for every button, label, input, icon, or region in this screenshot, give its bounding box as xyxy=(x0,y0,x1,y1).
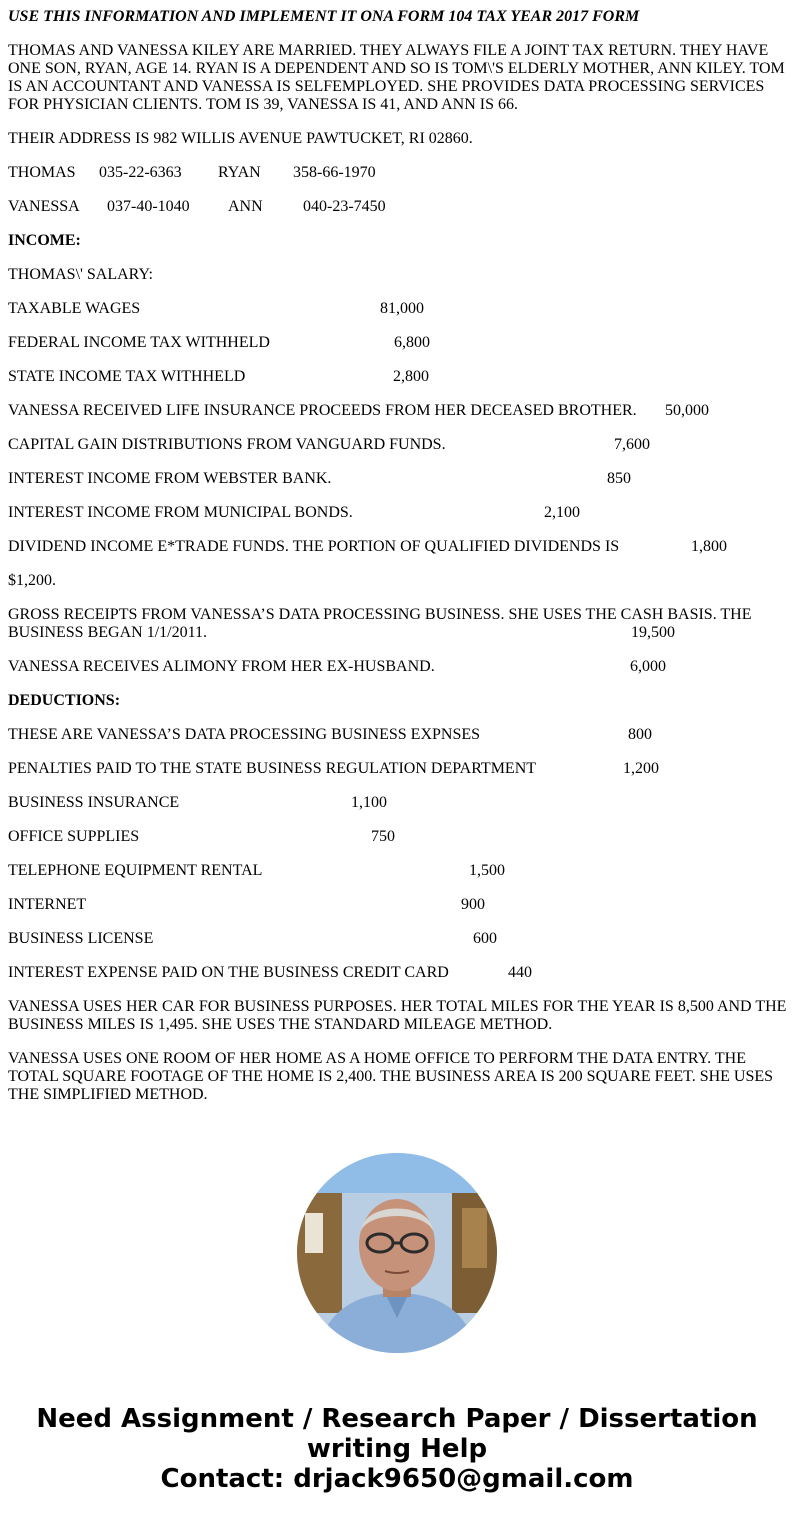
qualified-dividends: $1,200. xyxy=(8,572,56,589)
alimony-label: VANESSA RECEIVES ALIMONY FROM HER EX-HUSBAND. xyxy=(8,658,435,675)
deduction-label: BUSINESS LICENSE xyxy=(8,930,154,947)
salary-value: 81,000 xyxy=(380,300,424,317)
deduction-label: INTERNET xyxy=(8,896,87,913)
income-label: DIVIDEND INCOME E*TRADE FUNDS. THE PORTION OF QUALIFIED DIVIDENDS IS xyxy=(8,538,620,555)
deduction-row xyxy=(8,726,788,744)
income-row xyxy=(8,402,788,420)
avatar-portrait xyxy=(297,1153,497,1353)
deduction-row xyxy=(8,760,788,778)
salary-row xyxy=(8,334,788,352)
income-label: CAPITAL GAIN DISTRIBUTIONS FROM VANGUARD FUNDS. xyxy=(8,436,446,453)
income-label: VANESSA RECEIVED LIFE INSURANCE PROCEEDS FROM HER DECEASED BROTHER. xyxy=(8,402,637,419)
salary-row xyxy=(8,300,788,318)
footer-line-1: Need Assignment / Research Paper / Dissertation xyxy=(36,1404,758,1434)
deduction-label: OFFICE SUPPLIES xyxy=(8,828,140,845)
home-office-paragraph: VANESSA USES ONE ROOM OF HER HOME AS A HOME OFFICE TO PERFORM THE DATA ENTRY. THE TOTAL SQUARE FOOTAGE OF THE HOME IS 2,400. THE BUSINESS AREA IS 200 SQUARE FEET. SHE USES THE SIMPLIFIED METHOD. xyxy=(8,1050,774,1103)
deduction-value: 1,100 xyxy=(351,794,387,811)
intro-paragraph: THOMAS AND VANESSA KILEY ARE MARRIED. THEY ALWAYS FILE A JOINT TAX RETURN. THEY HAVE ONE SON, RYAN, AGE 14. RYAN IS A DEPENDENT AND SO IS TOM\'S ELDERLY MOTHER, ANN KILEY. TOM IS AN ACCOUNTANT AND VANESSA IS SELFEMPLOYED. SHE PROVIDES DATA PROCESSING SERVICES FOR PHYSICIAN CLIENTS. TOM IS 39, VANESSA IS 41, AND ANN IS 66. xyxy=(8,42,785,113)
ssn-number: 035-22-6363 xyxy=(99,164,182,181)
deduction-value: 900 xyxy=(461,896,485,913)
deduction-value: 1,500 xyxy=(469,862,505,879)
deduction-value: 750 xyxy=(371,828,395,845)
ssn-row xyxy=(8,198,788,216)
income-row xyxy=(8,436,788,454)
alimony-row xyxy=(8,658,788,676)
salary-row xyxy=(8,368,788,386)
deduction-label: INTEREST EXPENSE PAID ON THE BUSINESS CREDIT CARD xyxy=(8,964,449,981)
car-paragraph: VANESSA USES HER CAR FOR BUSINESS PURPOSES. HER TOTAL MILES FOR THE YEAR IS 8,500 AND THE BUSINESS MILES IS 1,495. SHE USES THE STANDARD MILEAGE METHOD. xyxy=(8,998,787,1033)
deduction-row xyxy=(8,930,788,948)
ssn-row xyxy=(8,164,788,182)
ssn-number: 037-40-1040 xyxy=(107,198,190,215)
gross-receipts-value: 19,500 xyxy=(631,624,675,641)
ssn-number: 040-23-7450 xyxy=(303,198,386,215)
deduction-label: THESE ARE VANESSA’S DATA PROCESSING BUSINESS EXPNSES xyxy=(8,726,481,743)
income-value: 7,600 xyxy=(614,436,650,453)
deduction-label: TELEPHONE EQUIPMENT RENTAL xyxy=(8,862,263,879)
footer-banner xyxy=(0,1404,794,1494)
deduction-value: 800 xyxy=(628,726,652,743)
address-paragraph: THEIR ADDRESS IS 982 WILLIS AVENUE PAWTUCKET, RI 02860. xyxy=(8,130,473,147)
footer-line-2: writing Help xyxy=(306,1434,488,1464)
salary-label: TAXABLE WAGES xyxy=(8,300,141,317)
salary-label: STATE INCOME TAX WITHHELD xyxy=(8,368,246,385)
salary-label: FEDERAL INCOME TAX WITHHELD xyxy=(8,334,270,351)
income-row xyxy=(8,504,788,522)
ssn-name: THOMAS xyxy=(8,164,76,181)
deduction-value: 1,200 xyxy=(623,760,659,777)
gross-receipts-text: GROSS RECEIPTS FROM VANESSA’S DATA PROCESSING BUSINESS. SHE USES THE CASH BASIS. THE BUSINESS BEGAN 1/1/2011. xyxy=(8,606,752,641)
deduction-row xyxy=(8,828,788,846)
deduction-value: 600 xyxy=(473,930,497,947)
gross-receipts-paragraph xyxy=(8,606,788,642)
income-value: 2,100 xyxy=(544,504,580,521)
document-title: USE THIS INFORMATION AND IMPLEMENT IT ONA FORM 104 TAX YEAR 2017 FORM xyxy=(8,8,640,25)
deduction-row xyxy=(8,964,788,982)
deduction-row xyxy=(8,794,788,812)
income-value: 1,800 xyxy=(691,538,727,555)
ssn-number: 358-66-1970 xyxy=(293,164,376,181)
ssn-name: ANN xyxy=(228,198,263,215)
ssn-name: VANESSA xyxy=(8,198,80,215)
deduction-row xyxy=(8,862,788,880)
deduction-label: PENALTIES PAID TO THE STATE BUSINESS REGULATION DEPARTMENT xyxy=(8,760,537,777)
alimony-value: 6,000 xyxy=(630,658,666,675)
deduction-value: 440 xyxy=(508,964,532,981)
deduction-label: BUSINESS INSURANCE xyxy=(8,794,180,811)
document xyxy=(8,8,788,1120)
income-label: INTEREST INCOME FROM MUNICIPAL BONDS. xyxy=(8,504,353,521)
income-value: 50,000 xyxy=(665,402,709,419)
income-value: 850 xyxy=(607,470,631,487)
income-heading: INCOME: xyxy=(8,232,81,249)
deductions-heading: DEDUCTIONS: xyxy=(8,692,121,709)
salary-value: 2,800 xyxy=(393,368,429,385)
ssn-name: RYAN xyxy=(218,164,261,181)
footer-contact: Contact: drjack9650@gmail.com xyxy=(160,1464,634,1494)
income-row xyxy=(8,470,788,488)
income-label: INTEREST INCOME FROM WEBSTER BANK. xyxy=(8,470,332,487)
salary-value: 6,800 xyxy=(394,334,430,351)
avatar xyxy=(297,1153,497,1353)
income-row xyxy=(8,538,788,556)
salary-heading: THOMAS\' SALARY: xyxy=(8,266,153,283)
deduction-row xyxy=(8,896,788,914)
